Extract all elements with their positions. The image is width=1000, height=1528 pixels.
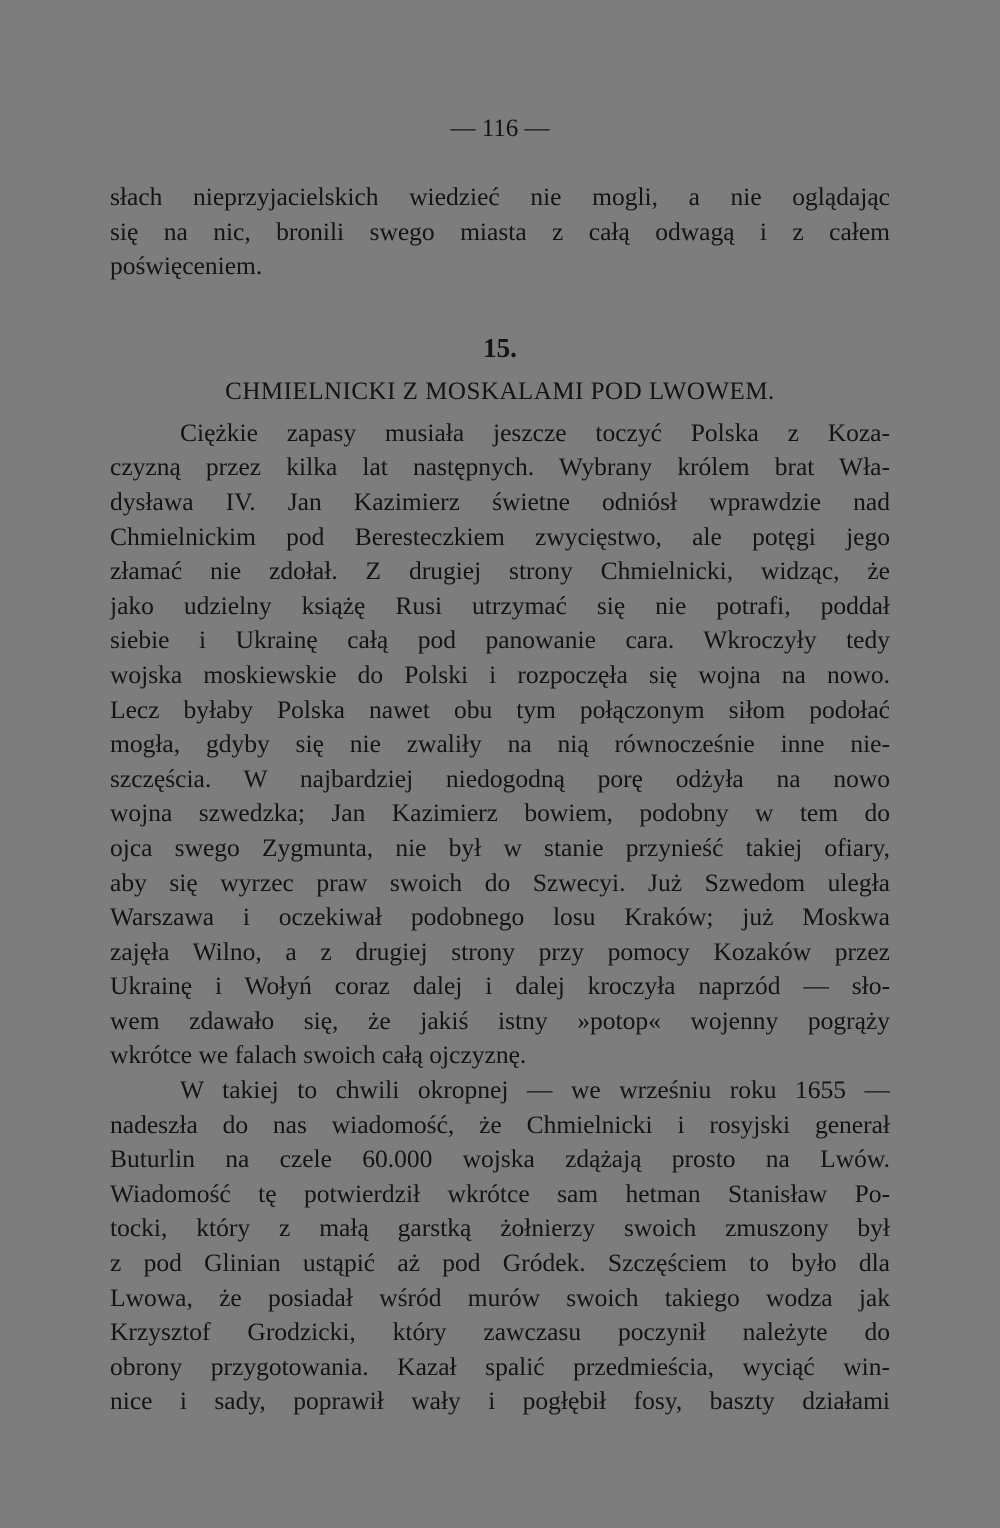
section-title: CHMIELNICKI Z MOSKALAMI POD LWOWEM. (225, 377, 775, 405)
text-line: jako udzielny książę Rusi utrzymać się nie potrafi, poddał (110, 590, 890, 620)
text-line: Krzysztof Grodzicki, który zawczasu poczynił należyte do (110, 1317, 890, 1347)
text-line: dysława IV. Jan Kazimierz świetne odniósł wprawdzie nad (110, 486, 890, 516)
text-line: siebie i Ukrainę całą pod panowanie cara. Wkroczyły tedy (110, 625, 890, 655)
text-line: aby się wyrzec praw swoich do Szwecyi. Już Szwedom uległa (110, 867, 890, 897)
text-line: złamać nie zdołał. Z drugiej strony Chmielnicki, widząc, że (110, 556, 890, 586)
text-line: tocki, który z małą garstką żołnierzy swoich zmuszony był (110, 1213, 890, 1243)
text-line: W takiej to chwili okropnej — we wrześniu roku 1655 — (180, 1075, 890, 1105)
page-number: — 116 — (450, 115, 550, 142)
paragraph-2 (110, 1073, 890, 1419)
text-line: nice i sady, poprawił wały i pogłębił fosy, baszty działami (110, 1386, 890, 1416)
text-line: Warszawa i oczekiwał podobnego losu Kraków; już Moskwa (110, 902, 890, 932)
text-line: szczęścia. W najbardziej niedogodną porę odżyła na nowo (110, 763, 890, 793)
intro-paragraph (110, 180, 890, 284)
text-line: Buturlin na czele 60.000 wojska zdążają prosto na Lwów. (110, 1144, 890, 1174)
text-line: czyzną przez kilka lat następnych. Wybrany królem brat Wła- (110, 452, 890, 482)
text-line: Lecz byłaby Polska nawet obu tym połączonym siłom podołać (110, 694, 890, 724)
text-line: Ciężkie zapasy musiała jeszcze toczyć Polska z Koza- (180, 417, 890, 447)
text-line: wkrótce we falach swoich całą ojczyznę. (110, 1040, 527, 1070)
text-line: nadeszła do nas wiadomość, że Chmielnicki i rosyjski generał (110, 1109, 890, 1139)
text-line: słach nieprzyjacielskich wiedzieć nie mogli, a nie oglądając (110, 182, 890, 211)
text-line: obrony przygotowania. Kazał spalić przedmieścia, wyciąć win- (110, 1351, 890, 1381)
section-number: 15. (483, 332, 517, 363)
book-page (110, 108, 890, 1508)
text-line: Ukrainę i Wołyń coraz dalej i dalej kroczyła naprzód — sło- (110, 971, 890, 1001)
text-line: ojca swego Zygmunta, nie był w stanie przynieść takiej ofiary, (110, 832, 890, 862)
text-line: z pod Glinian ustąpić aż pod Gródek. Szczęściem to było dla (110, 1248, 890, 1278)
paragraph-1 (110, 416, 890, 1073)
text-line: poświęceniem. (110, 251, 263, 281)
text-line: mogła, gdyby się nie zwaliły na nią równocześnie inne nie- (110, 729, 890, 759)
text-line: Chmielnickim pod Beresteczkiem zwycięstwo, ale potęgi jego (110, 521, 890, 551)
text-line: wem zdawało się, że jakiś istny »potop« wojenny pogrąży (110, 1005, 890, 1035)
text-line: Wiadomość tę potwierdził wkrótce sam hetman Stanisław Po- (110, 1178, 890, 1208)
text-line: Lwowa, że posiadał wśród murów swoich takiego wodza jak (110, 1282, 890, 1312)
text-line: wojna szwedzka; Jan Kazimierz bowiem, podobny w tem do (110, 798, 890, 828)
text-line: się na nic, bronili swego miasta z całą odwagą i z całem (110, 216, 890, 246)
text-line: zajęła Wilno, a z drugiej strony przy pomocy Kozaków przez (110, 936, 890, 966)
text-line: wojska moskiewskie do Polski i rozpoczęła się wojna na nowo. (110, 659, 890, 689)
